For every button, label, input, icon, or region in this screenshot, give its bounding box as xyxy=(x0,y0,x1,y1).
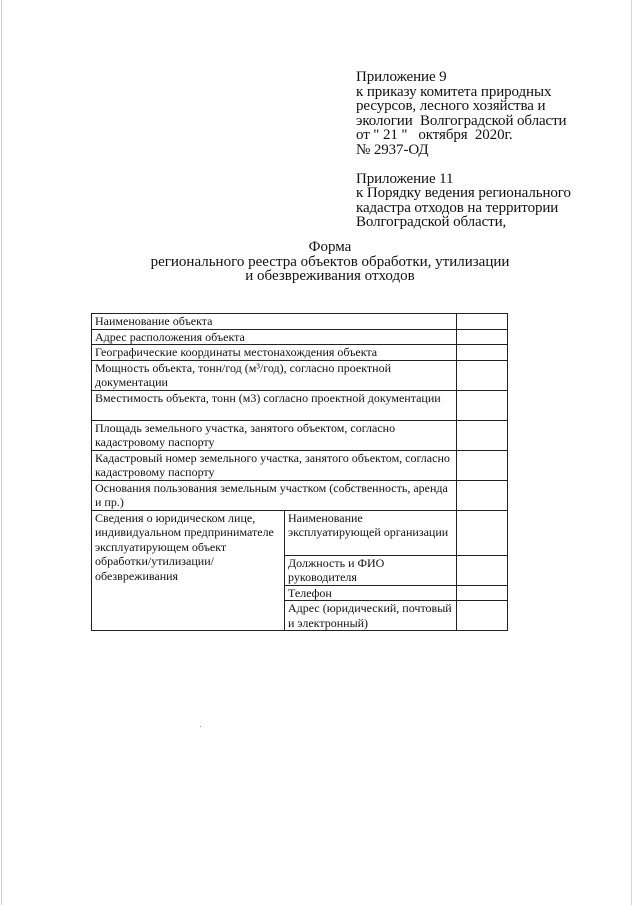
table-row xyxy=(92,314,508,330)
table-row xyxy=(92,420,508,450)
form-title-line: и обезвреживания отходов xyxy=(245,268,415,285)
form-title-line: регионального реестра объектов обработки, утилизации xyxy=(150,253,510,270)
operator-field-address: Адрес (юридический, почтовый и электронный) xyxy=(285,601,457,631)
appendix11-line: Приложение 11 xyxy=(356,170,454,187)
registry-form-table xyxy=(91,313,508,631)
operator-field-director: Должность и ФИО руководителя xyxy=(285,555,457,585)
operator-field-org-name: Наименование эксплуатирующей организации xyxy=(285,510,457,555)
value-cell[interactable] xyxy=(457,555,508,585)
field-label-capacity: Мощность объекта, тонн/год (м³/год), согласно проектной документации xyxy=(92,360,457,390)
value-cell[interactable] xyxy=(457,360,508,390)
table-row xyxy=(92,390,508,420)
scan-speck xyxy=(200,726,201,727)
appendix9-line: Приложение 9 xyxy=(356,69,447,85)
value-cell[interactable] xyxy=(457,450,508,480)
field-label-land-area: Площадь земельного участка, занятого объектом, согласно кадастровому паспорту xyxy=(92,420,457,450)
value-cell[interactable] xyxy=(457,585,508,601)
value-cell[interactable] xyxy=(457,329,508,345)
table-row xyxy=(92,360,508,390)
appendix11-line: Волгоградской области, xyxy=(356,214,507,231)
field-label-object-address: Адрес расположения объекта xyxy=(92,329,457,345)
appendix11-line: к Порядку ведения регионального xyxy=(356,185,571,202)
scan-edge-left xyxy=(1,0,2,905)
form-title-line: Форма xyxy=(308,239,352,255)
scan-edge-right xyxy=(631,0,632,905)
appendix9-line: № 2937-ОД xyxy=(356,141,429,158)
appendix9-line: к приказу комитета природных xyxy=(356,83,552,100)
field-label-object-name: Наименование объекта xyxy=(92,314,457,330)
field-label-land-use-basis: Основания пользования земельным участком (собственность, аренда и пр.) xyxy=(92,480,457,510)
table-row xyxy=(92,329,508,345)
appendix-header xyxy=(356,70,616,230)
form-title xyxy=(90,240,570,284)
table-row xyxy=(92,510,508,555)
operator-field-phone: Телефон xyxy=(285,585,457,601)
field-label-coordinates: Географические координаты местонахождения объекта xyxy=(92,345,457,361)
field-label-cadastral-number: Кадастровый номер земельного участка, занятого объектом, согласно кадастровому паспорту xyxy=(92,450,457,480)
value-cell[interactable] xyxy=(457,601,508,631)
operator-info-label: Сведения о юридическом лице, индивидуальном предпринимателе эксплуатирующем объект обработки/утилизации/ обезвреживания xyxy=(92,510,285,631)
appendix9-line: ресурсов, лесного хозяйства и xyxy=(356,98,546,115)
table-row xyxy=(92,450,508,480)
value-cell[interactable] xyxy=(457,480,508,510)
table-row xyxy=(92,345,508,361)
value-cell[interactable] xyxy=(457,390,508,420)
value-cell[interactable] xyxy=(457,314,508,330)
appendix9-line: экологии Волгоградской области xyxy=(356,112,567,129)
table-row xyxy=(92,480,508,510)
value-cell[interactable] xyxy=(457,345,508,361)
field-label-volume: Вместимость объекта, тонн (м3) согласно проектной документации xyxy=(92,390,457,420)
value-cell[interactable] xyxy=(457,510,508,555)
value-cell[interactable] xyxy=(457,420,508,450)
appendix9-line: от " 21 " октября 2020г. xyxy=(356,127,513,144)
appendix11-line: кадастра отходов на территории xyxy=(356,199,559,216)
